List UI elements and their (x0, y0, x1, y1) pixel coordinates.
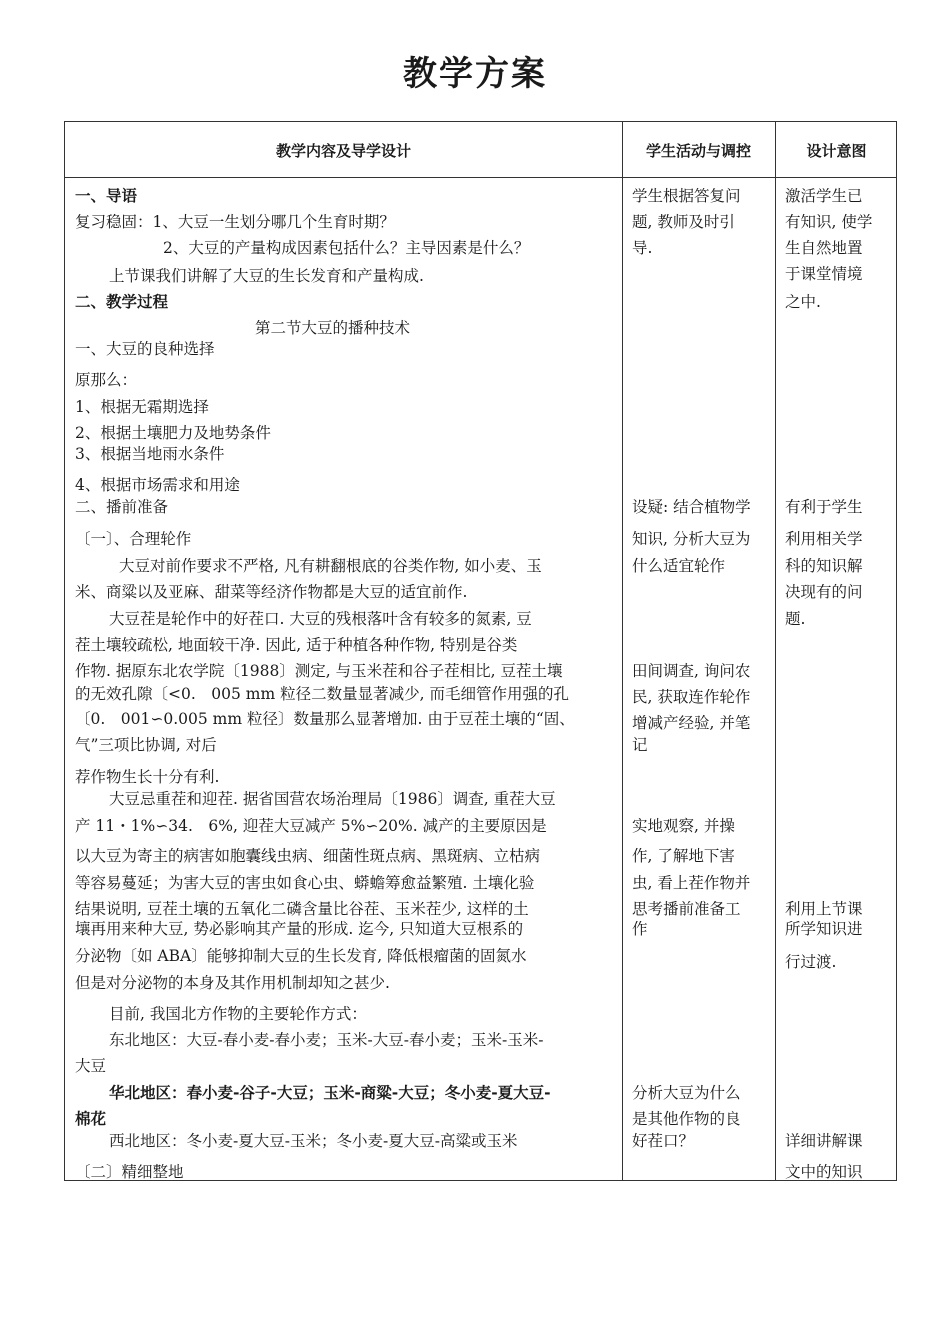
content-line: 〔0. 001∽0.005 mm 粒径〕数量那么显著增加. 由于豆茬土壤的“固、 (75, 710, 575, 728)
intent-line: 有知识, 使学 (785, 213, 873, 231)
content-line: 2、根据土壤肥力及地势条件 (75, 424, 271, 442)
content-line: 东北地区：大豆-春小麦-春小麦；玉米-大豆-春小麦；玉米-玉米- (109, 1031, 544, 1049)
content-line: 米、商粱以及亚麻、甜菜等经济作物都是大豆的适宜前作. (75, 583, 468, 601)
page-title: 教学方案 (403, 54, 547, 94)
activity-line: 作, 了解地下害 (632, 847, 735, 865)
lesson-plan-table (64, 121, 897, 1181)
intent-line: 科的知识解 (785, 557, 863, 575)
activity-line: 知识, 分析大豆为 (632, 530, 751, 548)
content-line: 原那么： (75, 371, 138, 389)
content-line: 一、大豆的良种选择 (75, 340, 215, 358)
content-line: 〔一〕、合理轮作 (75, 530, 192, 548)
activity-line: 学生根据答复问 (632, 187, 741, 205)
content-line: 茬土壤较疏松, 地面较干净. 因此, 适于种植各种作物, 特别是谷类 (75, 636, 518, 654)
activity-line: 实地观察, 并操 (632, 817, 735, 835)
content-line: 气”三项比协调, 对后 (75, 736, 217, 754)
activity-line: 是其他作物的良 (632, 1110, 741, 1128)
column-divider (775, 122, 776, 1180)
activity-line: 记 (632, 736, 648, 754)
content-line: 大豆 (75, 1057, 107, 1075)
activity-line: 好茬口？ (632, 1132, 695, 1150)
content-line: 〔二〕精细整地 (75, 1163, 184, 1181)
activity-line: 题, 教师及时引 (632, 213, 735, 231)
content-line: 大豆茬是轮作中的好茬口. 大豆的残根落叶含有较多的氮素, 豆 (109, 610, 532, 628)
content-line: 结果说明, 豆茬土壤的五氧化二磷含量比谷茬、玉米茬少, 这样的土 (75, 900, 529, 918)
content-line: 目前, 我国北方作物的主要轮作方式： (109, 1005, 367, 1023)
section-heading: 二、教学过程 (75, 293, 169, 311)
content-line: 的无效孔隙〔<0. 005 mm 粒径二数量显著减少, 而毛细管作用强的孔 (75, 685, 569, 703)
content-line-bold: 棉花 (75, 1110, 107, 1128)
content-line-bold: 华北地区：春小麦-谷子-大豆；玉米-商粱-大豆；冬小麦-夏大豆- (109, 1084, 551, 1102)
intent-line: 利用上节课 (785, 900, 863, 918)
content-line: 作物. 据原东北农学院〔1988〕测定, 与玉米茬和谷子茬相比, 豆茬土壤 (75, 662, 563, 680)
content-line: 大豆对前作要求不严格, 凡有耕翻根底的谷类作物, 如小麦、玉 (119, 557, 542, 575)
content-line: 大豆忌重茬和迎茬. 据省国营农场治理局〔1986〕调查, 重茬大豆 (109, 790, 556, 808)
activity-line: 虫, 看上茬作物并 (632, 874, 751, 892)
header-student-activity: 学生活动与调控 (645, 141, 751, 160)
intent-line: 有利于学生 (785, 498, 863, 516)
intent-line: 激活学生已 (785, 187, 863, 205)
section-heading: 一、导语 (75, 187, 138, 205)
intent-line: 行过渡. (785, 953, 837, 971)
activity-line: 什么适宜轮作 (632, 557, 726, 575)
content-line: 壤再用来种大豆, 势必影响其产量的形成. 迄今, 只知道大豆根系的 (75, 920, 524, 938)
content-line: 西北地区：冬小麦-夏大豆-玉米；冬小麦-夏大豆-高粱或玉米 (109, 1132, 518, 1150)
header-design-intent: 设计意图 (806, 141, 867, 160)
intent-line: 之中. (785, 293, 821, 311)
intent-line: 利用相关学 (785, 530, 863, 548)
intent-line: 生自然地置 (785, 239, 863, 257)
content-line: 产 11・1%∽34. 6%, 迎茬大豆减产 5%∽20%. 减产的主要原因是 (75, 817, 547, 835)
content-line: 但是对分泌物的本身及其作用机制却知之甚少. (75, 974, 390, 992)
content-line: 等容易蔓延；为害大豆的害虫如食心虫、蟒蟾筹愈益繁殖. 土壤化验 (75, 874, 535, 892)
header-content-design: 教学内容及导学设计 (275, 141, 411, 160)
activity-line: 增减产经验, 并笔 (632, 714, 751, 732)
intent-line: 决现有的问 (785, 583, 863, 601)
activity-line: 设疑: 结合植物学 (632, 498, 751, 516)
intent-line: 文中的知识 (785, 1163, 863, 1181)
content-line: 复习稳固：1、大豆一生划分哪几个生育时期？ (75, 213, 395, 231)
content-line: 4、根据市场需求和用途 (75, 476, 240, 494)
column-divider (622, 122, 623, 1180)
intent-line: 所学知识进 (785, 920, 863, 938)
content-line: 二、播前准备 (75, 498, 169, 516)
content-line: 以大豆为寄主的病害如胞囊线虫病、细菌性斑点病、黑斑病、立枯病 (75, 847, 541, 865)
content-line: 分泌物〔如 ABA〕能够抑制大豆的生长发育, 降低根瘤菌的固氮水 (75, 947, 527, 965)
content-line: 1、根据无霜期选择 (75, 398, 209, 416)
content-line: 2、大豆的产量构成因素包括什么？主导因素是什么？ (163, 239, 530, 257)
activity-line: 作 (632, 920, 648, 938)
intent-line: 于课堂情境 (785, 265, 863, 283)
content-line: 荐作物生长十分有利. (75, 768, 220, 786)
activity-line: 田间调查, 询问农 (632, 662, 751, 680)
section-subtitle: 第二节大豆的播种技术 (255, 319, 411, 337)
intent-line: 详细讲解课 (785, 1132, 863, 1150)
content-line: 3、根据当地雨水条件 (75, 445, 225, 463)
activity-line: 思考播前准备工 (632, 900, 741, 918)
activity-line: 分析大豆为什么 (632, 1084, 741, 1102)
content-line: 上节课我们讲解了大豆的生长发育和产量构成. (109, 267, 424, 285)
activity-line: 民, 获取连作轮作 (632, 688, 751, 706)
activity-line: 导. (632, 239, 653, 257)
intent-line: 题. (785, 610, 806, 628)
